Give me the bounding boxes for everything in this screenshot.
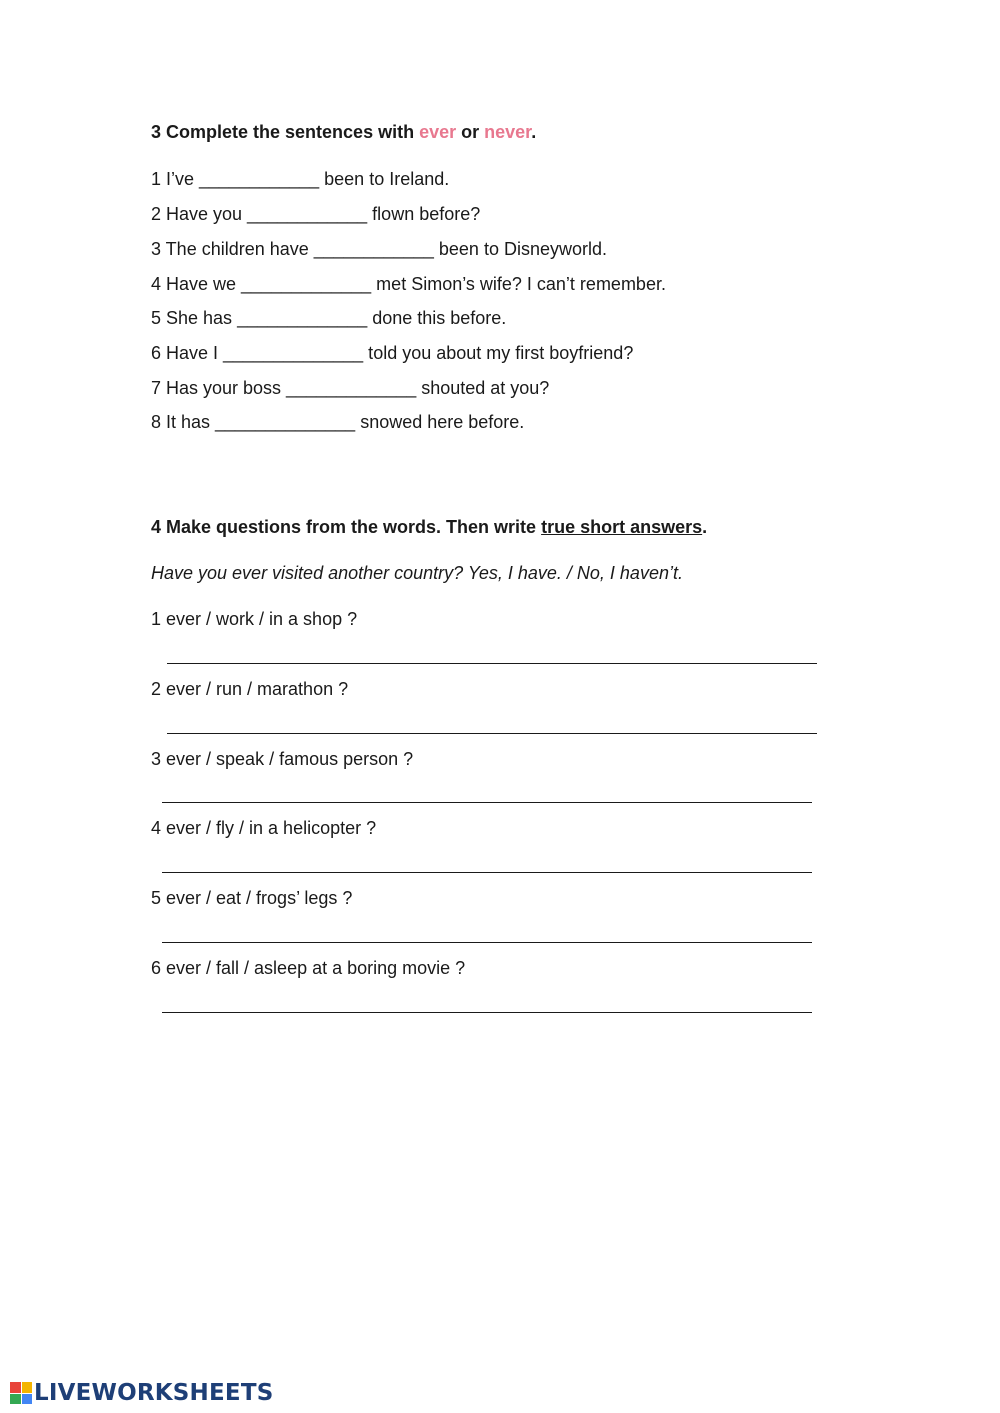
question-prompt-5: 5 ever / eat / frogs’ legs ? [151, 888, 353, 908]
liveworksheets-logo [10, 1380, 273, 1406]
sentence-1: 1 I’ve ____________ been to Ireland. [151, 169, 450, 189]
underlined-instruction: true short answers [541, 517, 703, 537]
highlight-ever: ever [419, 122, 457, 142]
sentence-7: 7 Has your boss _____________ shouted at you? [151, 378, 550, 398]
sentence-4: 4 Have we _____________ met Simon’s wife? I can’t remember. [151, 274, 666, 294]
sentence-6: 6 Have I ______________ told you about my first boyfriend? [151, 343, 634, 363]
answer-line-6[interactable] [162, 1012, 812, 1013]
section-4-heading: 4 Make questions from the words. Then write true short answers. [151, 517, 708, 537]
question-prompt-2: 2 ever / run / marathon ? [151, 679, 349, 699]
sentence-8: 8 It has ______________ snowed here before. [151, 412, 525, 432]
question-prompt-1: 1 ever / work / in a shop ? [151, 609, 358, 629]
sentence-3: 3 The children have ____________ been to Disneyworld. [151, 239, 607, 259]
answer-line-1[interactable] [167, 663, 817, 664]
answer-line-4[interactable] [162, 872, 812, 873]
logo-text: LIVEWORKSHEETS [34, 1380, 274, 1406]
question-prompt-6: 6 ever / fall / asleep at a boring movie ? [151, 958, 466, 978]
question-prompt-4: 4 ever / fly / in a helicopter ? [151, 818, 377, 838]
example-answer: Have you ever visited another country? Yes, I have. / No, I haven’t. [151, 563, 683, 583]
answer-line-3[interactable] [162, 802, 812, 803]
answer-line-2[interactable] [167, 733, 817, 734]
answer-line-5[interactable] [162, 942, 812, 943]
highlight-never: never [484, 122, 532, 142]
sentence-2: 2 Have you ____________ flown before? [151, 204, 481, 224]
section-3-heading: 3 Complete the sentences with ever or never. [151, 122, 537, 142]
question-prompt-3: 3 ever / speak / famous person ? [151, 749, 414, 769]
logo-mark-icon [10, 1382, 32, 1404]
sentence-5: 5 She has _____________ done this before. [151, 308, 507, 328]
